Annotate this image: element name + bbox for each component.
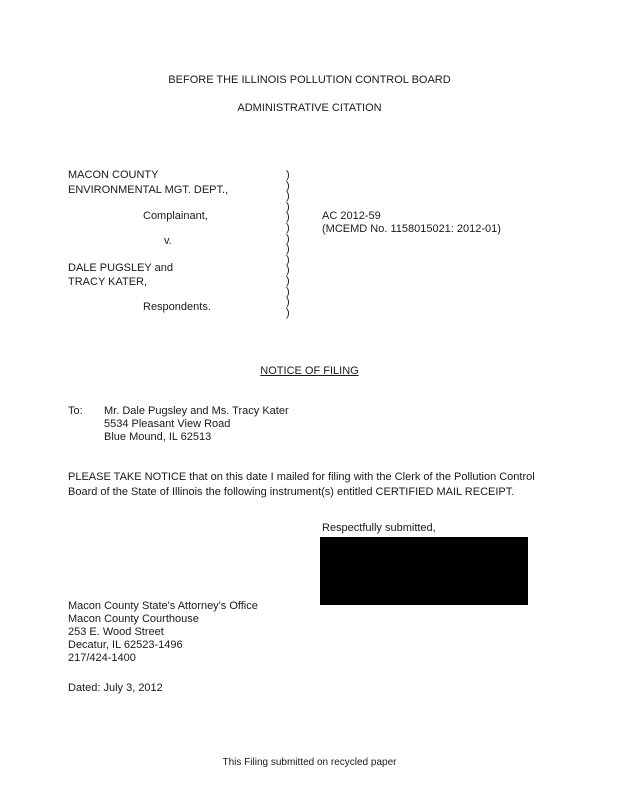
respondent-line: DALE PUGSLEY and	[68, 262, 173, 274]
paren: )	[286, 190, 290, 203]
case-reference: (MCEMD No. 1158015021: 2012-01)	[322, 223, 501, 235]
office-address	[68, 600, 258, 665]
office-line: Macon County Courthouse	[68, 613, 199, 625]
paren: )	[286, 264, 290, 277]
paren: )	[286, 211, 290, 224]
case-number: AC 2012-59	[322, 210, 381, 222]
closing: Respectfully submitted,	[322, 522, 436, 534]
paren: )	[286, 200, 290, 213]
paren: )	[286, 306, 290, 319]
footer-note: This Filing submitted on recycled paper	[222, 757, 397, 768]
respondent-role: Respondents.	[143, 301, 211, 313]
notice-body	[68, 470, 535, 500]
paren: )	[286, 285, 290, 298]
paren: )	[286, 232, 290, 245]
paren: )	[286, 179, 290, 192]
paren: )	[286, 169, 290, 181]
office-line: 253 E. Wood Street	[68, 626, 164, 638]
complainant-name	[68, 168, 228, 198]
dated-line: Dated: July 3, 2012	[68, 682, 163, 694]
doc-type-heading: ADMINISTRATIVE CITATION	[237, 102, 382, 114]
caption-parentheses	[286, 170, 290, 318]
case-number-block	[322, 210, 501, 236]
address-line: 5534 Pleasant View Road	[104, 418, 231, 430]
paren: )	[286, 243, 290, 256]
paren: )	[286, 253, 290, 266]
board-heading: BEFORE THE ILLINOIS POLLUTION CONTROL BOARD	[168, 74, 451, 86]
office-line: Decatur, IL 62523-1496	[68, 639, 183, 651]
respondent-name	[68, 261, 173, 289]
to-label: To:	[68, 405, 83, 417]
address-line: Blue Mound, IL 62513	[104, 431, 212, 443]
paren: )	[286, 296, 290, 309]
versus-label: v.	[164, 235, 172, 247]
notice-title: NOTICE OF FILING	[260, 365, 359, 377]
office-line: Macon County State's Attorney's Office	[68, 600, 258, 612]
body-line: Board of the State of Illinois the following instrument(s) entitled CERTIFIED MAIL RECEIPT.	[68, 486, 515, 498]
paren: )	[286, 274, 290, 287]
complainant-line: ENVIRONMENTAL MGT. DEPT.,	[68, 184, 229, 196]
recipient-address	[104, 405, 289, 444]
body-line: PLEASE TAKE NOTICE that on this date I mailed for filing with the Clerk of the Pollution Control	[68, 471, 535, 483]
redacted-signature	[320, 537, 528, 605]
address-line: Mr. Dale Pugsley and Ms. Tracy Kater	[104, 405, 289, 417]
complainant-line: MACON COUNTY	[68, 169, 159, 181]
complainant-role: Complainant,	[143, 210, 208, 222]
respondent-line: TRACY KATER,	[68, 276, 148, 288]
paren: )	[286, 221, 290, 234]
office-line: 217/424-1400	[68, 652, 136, 664]
